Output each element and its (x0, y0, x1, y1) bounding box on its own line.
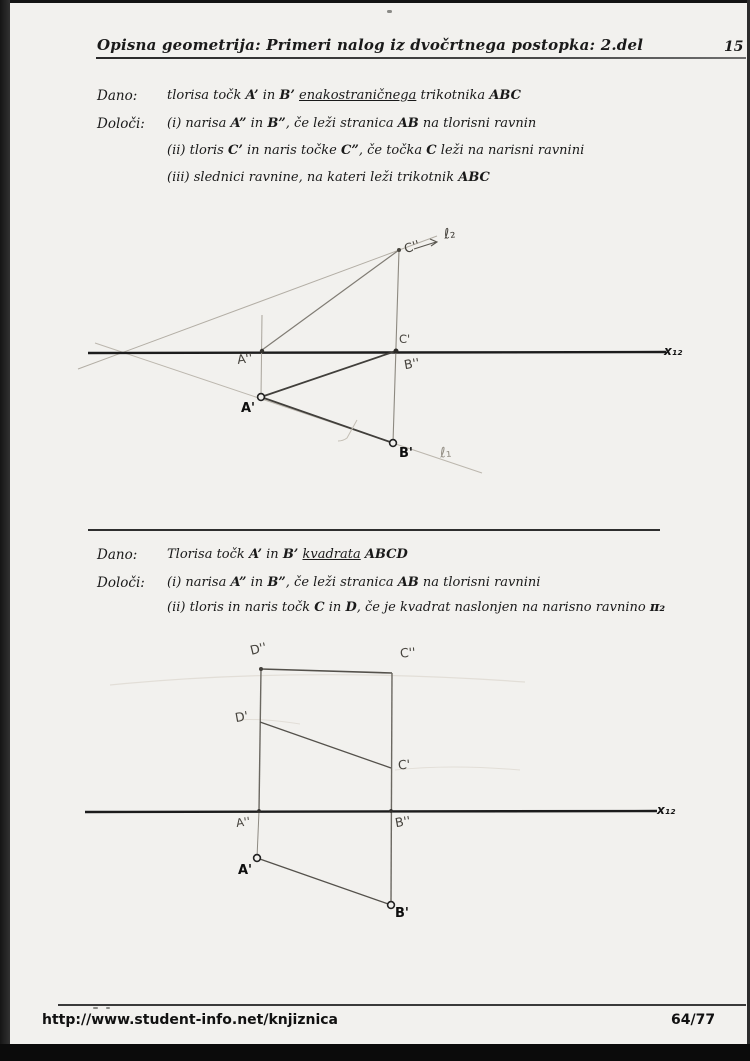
scan-artifact-dot (387, 10, 392, 13)
footer-url: http://www.student-info.net/knjiznica (42, 1012, 338, 1028)
label-c-first-2: C' (397, 756, 411, 773)
page-title: Opisna geometrija: Primeri nalog iz dvočrtnega postopka: 2.del (97, 36, 644, 54)
label-trace-l2: ℓ₂ (442, 225, 457, 243)
label-a-second-1: A'' (236, 349, 254, 368)
label-c-first-1: C' (399, 332, 411, 346)
axis-label-x12-1: x₁₂ (664, 344, 683, 358)
trace-l2-line (78, 236, 437, 369)
label-trace-l1: ℓ₁ (439, 444, 453, 462)
projection-line-a2-a1 (257, 811, 259, 858)
footer-page-indicator: 64/77 (671, 1012, 716, 1028)
point-c-second (397, 248, 401, 252)
line-a1-b2 (261, 351, 396, 397)
label-b-first-1: B' (399, 446, 413, 461)
problem1-item-ii: (ii) tloris C’ in naris točke C”, če točka C leži na narisni ravnini (167, 143, 585, 158)
point-b-first (390, 440, 397, 447)
scan-edge-top (0, 0, 750, 3)
point-d-second (259, 667, 263, 671)
faint-arc-top (110, 675, 525, 685)
label-b-second-2: B'' (393, 812, 412, 831)
scan-artifact-dash (93, 1007, 98, 1009)
trace-l1-line (95, 343, 482, 473)
dano-label-2: Dano: (97, 547, 138, 563)
problem1-item-iii: (iii) slednici ravnine, na kateri leži trikotnik ABC (167, 170, 490, 185)
dano-label-1: Dano: (97, 88, 138, 104)
point-b-second-c-first (394, 349, 399, 354)
label-b-first-2: B' (395, 906, 409, 921)
problem2-item-i: (i) narisa A” in B”, če leži stranica AB na tlorisni ravnini (167, 575, 541, 590)
footer-rule (58, 1004, 746, 1006)
scan-edge-bottom (0, 1044, 750, 1061)
problem1-dano-line: tlorisa točk A’ in B’ enakostraničnega trikotnika ABC (167, 88, 521, 103)
line-a1-b1 (261, 397, 393, 443)
faint-arc-c1 (395, 767, 520, 770)
problem1-item-i: (i) narisa A” in B”, če leži stranica AB na tlorisni ravnin (167, 116, 537, 131)
axis-x12-line-1 (88, 352, 666, 353)
line-d2-a2 (259, 669, 261, 811)
label-c-second-2: C'' (399, 644, 417, 661)
page-number: 15 (724, 39, 744, 55)
descriptive-geometry-drawing-2 (0, 640, 750, 935)
axis-x12-line-2 (85, 811, 657, 812)
header-rule (96, 57, 746, 59)
label-b-second-1: B'' (402, 354, 421, 373)
line-d1-c1 (260, 722, 391, 768)
section-divider-rule (88, 529, 660, 531)
label-a-second-2: A'' (235, 814, 252, 830)
line-a2-c2 (262, 250, 399, 350)
point-a-second (260, 349, 264, 353)
descriptive-geometry-drawing-1 (0, 225, 750, 487)
line-c2-b1 (391, 673, 392, 905)
projection-line-bc (393, 250, 399, 443)
label-a-first-2: A' (238, 863, 253, 878)
point-b-first-2 (388, 902, 395, 909)
line-d2-c2 (261, 669, 392, 673)
axis-label-x12-2: x₁₂ (657, 803, 676, 817)
point-b-second-2 (389, 809, 393, 813)
label-d-second-2: D'' (248, 639, 269, 658)
projection-line-a (261, 315, 262, 397)
problem2-dano-line: Tlorisa točk A’ in B’ kvadrata ABCD (167, 547, 408, 562)
scan-artifact-dash (106, 1007, 110, 1009)
line-a1-b1-2 (257, 858, 391, 905)
doloci-label-2: Določi: (97, 575, 145, 591)
label-a-first-1: A' (241, 401, 256, 416)
point-a-first-2 (254, 855, 261, 862)
label-c-second-1: C'' (402, 236, 422, 257)
point-a-first (258, 394, 265, 401)
doloci-label-1: Določi: (97, 116, 145, 132)
label-d-first-2: D' (233, 707, 250, 726)
problem2-item-ii: (ii) tloris in naris točk C in D, če je kvadrat naslonjen na narisno ravnino π₂ (167, 600, 666, 615)
point-a-second-2 (257, 809, 261, 813)
